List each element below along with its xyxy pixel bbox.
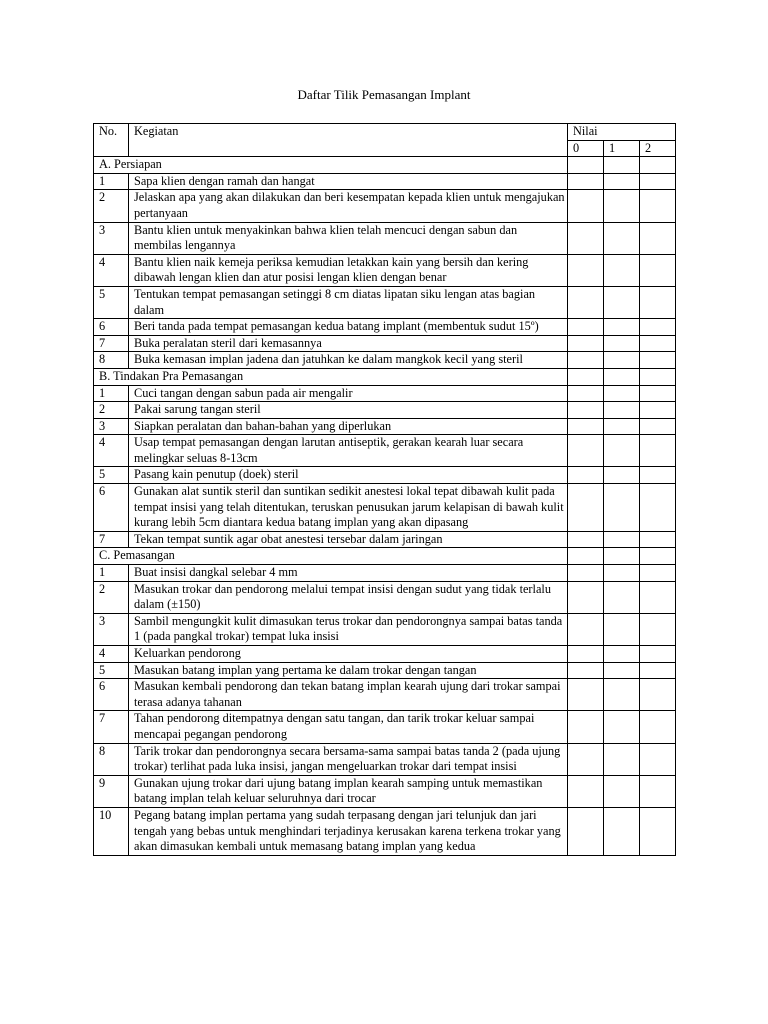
score-cell[interactable] <box>568 418 604 435</box>
score-cell[interactable] <box>568 254 604 286</box>
score-cell[interactable] <box>604 368 640 385</box>
score-cell[interactable] <box>604 335 640 352</box>
score-cell[interactable] <box>604 531 640 548</box>
score-cell[interactable] <box>568 335 604 352</box>
row-number: 3 <box>94 418 129 435</box>
row-activity: Tekan tempat suntik agar obat anestesi tersebar dalam jaringan <box>129 531 568 548</box>
score-cell[interactable] <box>568 565 604 582</box>
row-number: 8 <box>94 743 129 775</box>
row-activity: Masukan batang implan yang pertama ke dalam trokar dengan tangan <box>129 662 568 679</box>
row-activity: Usap tempat pemasangan dengan larutan antiseptik, gerakan kearah luar secara melingkar seluas 8-13cm <box>129 435 568 467</box>
score-cell[interactable] <box>604 319 640 336</box>
row-activity: Bantu klien naik kemeja periksa kemudian letakkan kain yang bersih dan kering dibawah lengan klien dan atur posisi lengan klien dengan benar <box>129 254 568 286</box>
header-kegiatan: Kegiatan <box>129 124 568 157</box>
score-cell[interactable] <box>640 173 676 190</box>
score-cell[interactable] <box>604 418 640 435</box>
row-activity: Siapkan peralatan dan bahan-bahan yang diperlukan <box>129 418 568 435</box>
score-cell[interactable] <box>568 581 604 613</box>
row-activity: Gunakan ujung trokar dari ujung batang implan kearah samping untuk memastikan batang implan telah keluar seluruhnya dari trocar <box>129 775 568 807</box>
score-cell[interactable] <box>604 646 640 663</box>
row-number: 2 <box>94 402 129 419</box>
score-cell[interactable] <box>640 190 676 222</box>
row-number: 6 <box>94 679 129 711</box>
score-cell[interactable] <box>604 190 640 222</box>
score-cell[interactable] <box>640 613 676 645</box>
score-cell[interactable] <box>640 222 676 254</box>
header-score-0: 0 <box>568 140 604 157</box>
score-cell[interactable] <box>604 581 640 613</box>
row-number: 3 <box>94 222 129 254</box>
section-title: A. Persiapan <box>94 157 568 174</box>
row-number: 10 <box>94 807 129 855</box>
score-cell[interactable] <box>568 157 604 174</box>
score-cell[interactable] <box>604 157 640 174</box>
row-activity: Tentukan tempat pemasangan setinggi 8 cm diatas lipatan siku lengan atas bagian dalam <box>129 286 568 318</box>
score-cell[interactable] <box>640 743 676 775</box>
score-cell[interactable] <box>568 679 604 711</box>
score-cell[interactable] <box>568 352 604 369</box>
row-activity: Pegang batang implan pertama yang sudah terpasang dengan jari telunjuk dan jari tengah yang bebas untuk menghindari terjadinya kerusakan karena terkena trokar yang akan dimasukan kembali untuk memasang batang implan yang kedua <box>129 807 568 855</box>
table-row <box>94 190 676 222</box>
row-number: 6 <box>94 484 129 532</box>
row-number: 4 <box>94 435 129 467</box>
score-cell[interactable] <box>568 484 604 532</box>
score-cell[interactable] <box>604 254 640 286</box>
table-row <box>94 418 676 435</box>
header-row <box>94 124 676 141</box>
row-activity: Masukan kembali pendorong dan tekan batang implan kearah ujung dari trokar sampai terasa adanya tahanan <box>129 679 568 711</box>
row-number: 7 <box>94 335 129 352</box>
score-cell[interactable] <box>604 613 640 645</box>
table-row <box>94 711 676 743</box>
score-cell[interactable] <box>640 531 676 548</box>
score-cell[interactable] <box>568 662 604 679</box>
table-row <box>94 646 676 663</box>
score-cell[interactable] <box>640 157 676 174</box>
score-cell[interactable] <box>568 222 604 254</box>
score-cell[interactable] <box>640 335 676 352</box>
row-activity: Buka peralatan steril dari kemasannya <box>129 335 568 352</box>
score-cell[interactable] <box>568 613 604 645</box>
score-cell[interactable] <box>640 418 676 435</box>
header-nilai: Nilai <box>568 124 676 141</box>
checklist-table <box>93 123 676 856</box>
score-cell[interactable] <box>640 254 676 286</box>
row-number: 3 <box>94 613 129 645</box>
score-cell[interactable] <box>568 286 604 318</box>
row-number: 8 <box>94 352 129 369</box>
score-cell[interactable] <box>604 775 640 807</box>
score-cell[interactable] <box>604 711 640 743</box>
document-title: Daftar Tilik Pemasangan Implant <box>297 87 471 102</box>
table-row <box>94 254 676 286</box>
score-cell[interactable] <box>604 467 640 484</box>
row-number: 5 <box>94 286 129 318</box>
section-row <box>94 157 676 174</box>
score-cell[interactable] <box>568 385 604 402</box>
score-cell[interactable] <box>604 743 640 775</box>
table-row <box>94 484 676 532</box>
score-cell[interactable] <box>568 402 604 419</box>
score-cell[interactable] <box>604 435 640 467</box>
score-cell[interactable] <box>604 402 640 419</box>
score-cell[interactable] <box>640 807 676 855</box>
row-number: 7 <box>94 531 129 548</box>
row-number: 7 <box>94 711 129 743</box>
score-cell[interactable] <box>640 319 676 336</box>
section-row <box>94 368 676 385</box>
score-cell[interactable] <box>640 775 676 807</box>
score-cell[interactable] <box>568 743 604 775</box>
score-cell[interactable] <box>604 484 640 532</box>
score-cell[interactable] <box>640 679 676 711</box>
score-cell[interactable] <box>640 402 676 419</box>
table-row <box>94 319 676 336</box>
score-cell[interactable] <box>640 467 676 484</box>
table-row <box>94 335 676 352</box>
row-number: 5 <box>94 467 129 484</box>
row-activity: Jelaskan apa yang akan dilakukan dan beri kesempatan kepada klien untuk mengajukan pertanyaan <box>129 190 568 222</box>
score-cell[interactable] <box>568 435 604 467</box>
checklist-body <box>94 157 676 856</box>
score-cell[interactable] <box>568 368 604 385</box>
score-cell[interactable] <box>640 548 676 565</box>
score-cell[interactable] <box>640 662 676 679</box>
row-activity: Cuci tangan dengan sabun pada air mengalir <box>129 385 568 402</box>
score-cell[interactable] <box>568 173 604 190</box>
score-cell[interactable] <box>604 565 640 582</box>
header-score-2: 2 <box>640 140 676 157</box>
table-row <box>94 807 676 855</box>
row-activity: Bantu klien untuk menyakinkan bahwa klien telah mencuci dengan sabun dan membilas lengannya <box>129 222 568 254</box>
score-cell[interactable] <box>568 531 604 548</box>
row-number: 2 <box>94 581 129 613</box>
score-cell[interactable] <box>568 548 604 565</box>
row-activity: Tarik trokar dan pendorongnya secara bersama-sama sampai batas tanda 2 (pada ujung trokar) terlihat pada luka insisi, jangan mengeluarkan trokar dari tempat insisi <box>129 743 568 775</box>
table-row <box>94 565 676 582</box>
row-number: 4 <box>94 254 129 286</box>
score-cell[interactable] <box>604 286 640 318</box>
table-row <box>94 385 676 402</box>
table-row <box>94 173 676 190</box>
row-number: 6 <box>94 319 129 336</box>
table-row <box>94 613 676 645</box>
header-no: No. <box>94 124 129 157</box>
score-cell[interactable] <box>640 711 676 743</box>
row-activity: Pakai sarung tangan steril <box>129 402 568 419</box>
table-row <box>94 352 676 369</box>
score-cell[interactable] <box>604 173 640 190</box>
row-number: 1 <box>94 173 129 190</box>
section-title: B. Tindakan Pra Pemasangan <box>94 368 568 385</box>
row-activity: Tahan pendorong ditempatnya dengan satu tangan, dan tarik trokar keluar sampai mencapai pegangan pendorong <box>129 711 568 743</box>
table-row <box>94 581 676 613</box>
score-cell[interactable] <box>604 385 640 402</box>
score-cell[interactable] <box>640 286 676 318</box>
score-cell[interactable] <box>604 679 640 711</box>
score-cell[interactable] <box>640 368 676 385</box>
table-row <box>94 286 676 318</box>
table-row <box>94 662 676 679</box>
row-number: 4 <box>94 646 129 663</box>
score-cell[interactable] <box>640 565 676 582</box>
row-activity: Sambil mengungkit kulit dimasukan terus trokar dan pendorongnya sampai batas tanda 1 (pada pangkal trokar) tempat luka insisi <box>129 613 568 645</box>
section-title: C. Pemasangan <box>94 548 568 565</box>
row-activity: Beri tanda pada tempat pemasangan kedua batang implant (membentuk sudut 15º) <box>129 319 568 336</box>
score-cell[interactable] <box>604 548 640 565</box>
table-row <box>94 531 676 548</box>
row-activity: Keluarkan pendorong <box>129 646 568 663</box>
table-row <box>94 435 676 467</box>
score-cell[interactable] <box>640 581 676 613</box>
score-cell[interactable] <box>604 352 640 369</box>
score-cell[interactable] <box>604 807 640 855</box>
score-cell[interactable] <box>568 775 604 807</box>
score-cell[interactable] <box>568 319 604 336</box>
row-number: 9 <box>94 775 129 807</box>
row-number: 2 <box>94 190 129 222</box>
row-activity: Buat insisi dangkal selebar 4 mm <box>129 565 568 582</box>
row-activity: Gunakan alat suntik steril dan suntikan sedikit anestesi lokal tepat dibawah kulit pada tempat insisi yang telah ditentukan, teruskan penusukan jarum kelapisan di bawah kulit kurang lebih 5cm diantara kedua batang implan yang akan dipasang <box>129 484 568 532</box>
header-score-1: 1 <box>604 140 640 157</box>
table-row <box>94 467 676 484</box>
section-row <box>94 548 676 565</box>
score-cell[interactable] <box>568 646 604 663</box>
score-cell[interactable] <box>568 807 604 855</box>
score-cell[interactable] <box>640 646 676 663</box>
score-cell[interactable] <box>568 190 604 222</box>
row-activity: Buka kemasan implan jadena dan jatuhkan ke dalam mangkok kecil yang steril <box>129 352 568 369</box>
row-activity: Masukan trokar dan pendorong melalui tempat insisi dengan sudut yang tidak terlalu dalam (±150) <box>129 581 568 613</box>
score-cell[interactable] <box>640 385 676 402</box>
row-activity: Pasang kain penutup (doek) steril <box>129 467 568 484</box>
score-cell[interactable] <box>640 435 676 467</box>
score-cell[interactable] <box>640 352 676 369</box>
row-activity: Sapa klien dengan ramah dan hangat <box>129 173 568 190</box>
table-row <box>94 679 676 711</box>
score-cell[interactable] <box>568 467 604 484</box>
row-number: 5 <box>94 662 129 679</box>
score-cell[interactable] <box>604 662 640 679</box>
row-number: 1 <box>94 565 129 582</box>
score-cell[interactable] <box>568 711 604 743</box>
score-cell[interactable] <box>604 222 640 254</box>
table-row <box>94 402 676 419</box>
table-row <box>94 775 676 807</box>
row-number: 1 <box>94 385 129 402</box>
table-row <box>94 222 676 254</box>
score-cell[interactable] <box>640 484 676 532</box>
table-row <box>94 743 676 775</box>
